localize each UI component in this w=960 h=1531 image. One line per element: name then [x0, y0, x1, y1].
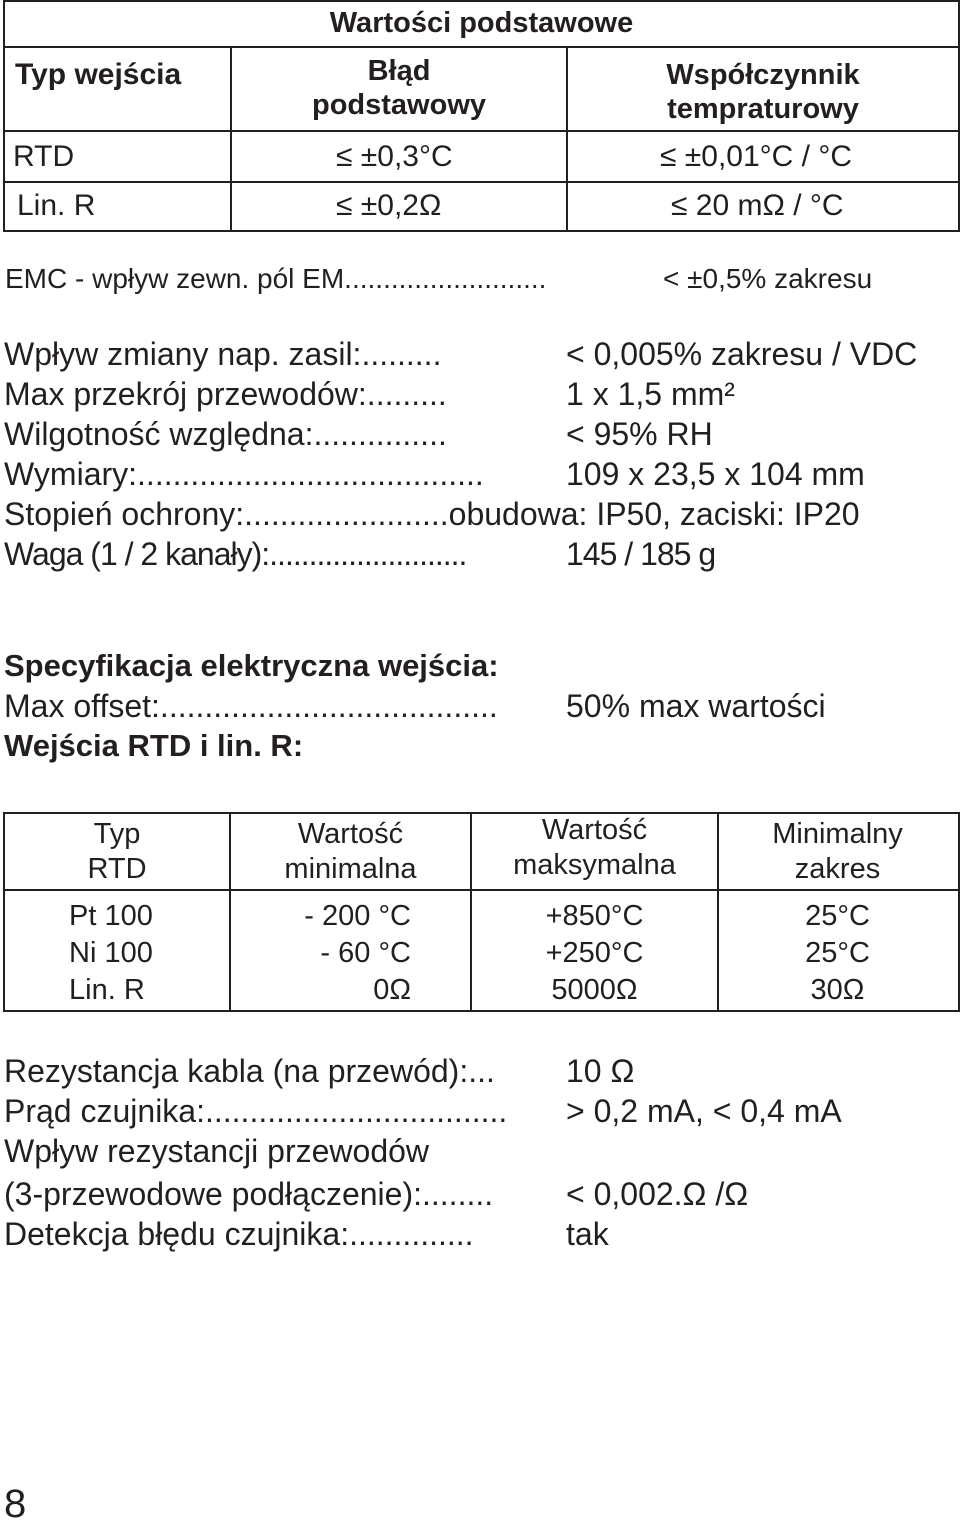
spec-label: Rezystancja kabla (na przewód):...	[4, 1053, 495, 1089]
header-max-value	[472, 813, 717, 883]
table-cell: 5000Ω	[551, 974, 638, 1006]
table-divider	[3, 130, 960, 132]
column-max	[472, 898, 717, 1009]
spec-line	[4, 494, 860, 534]
table-cell: +850°C	[545, 900, 644, 932]
row-rtd-error: ≤ ±0,3°C	[336, 140, 453, 173]
spec-label: Wpływ zmiany nap. zasil:.........	[4, 336, 442, 372]
cable-spec-line	[4, 1091, 842, 1131]
cable-spec-line	[4, 1214, 609, 1254]
header-min-line1: Wartość	[297, 818, 404, 850]
spec-label: Stopień ochrony:.......................obudowa: IP50, zaciski: IP20	[4, 496, 860, 532]
table-cell: 25°C	[805, 900, 870, 932]
row-rtd-type: RTD	[13, 140, 75, 173]
spec-line	[4, 534, 716, 574]
spec-label: Prąd czujnika:..................................	[4, 1093, 508, 1129]
row-linr-type: Lin. R	[17, 189, 96, 222]
table-cell: - 200 °C	[304, 900, 411, 932]
spec-line	[4, 414, 713, 454]
spec-label: Wilgotność względna:...............	[4, 416, 447, 452]
spec-value: tak	[566, 1216, 609, 1252]
max-offset-value: 50% max wartości	[566, 688, 826, 724]
header-type	[5, 817, 229, 887]
table-divider	[3, 181, 960, 183]
spec-line	[4, 334, 918, 374]
spec-label: Wpływ rezystancji przewodów	[4, 1133, 430, 1169]
emc-label: EMC - wpływ zewn. pól EM..........................	[5, 263, 547, 294]
spec-label: Waga (1 / 2 kanały):.........................	[4, 536, 467, 572]
spec-value: < 0,002.Ω /Ω	[566, 1176, 749, 1212]
spec-value: 10 Ω	[566, 1053, 635, 1089]
header-type-line1: Typ	[93, 818, 141, 850]
cable-spec-line	[4, 1051, 635, 1091]
header-base-error-line1: Błąd	[367, 55, 431, 87]
header-temp-coef-line2: tempraturowy	[667, 93, 859, 125]
column-type	[69, 898, 153, 1009]
spec-label: (3-przewodowe podłączenie):........	[4, 1176, 494, 1212]
header-range-line1: Minimalny	[772, 818, 903, 850]
table-cell: Lin. R	[69, 974, 145, 1006]
rtd-range-table	[3, 812, 958, 1010]
column-range	[719, 898, 956, 1009]
header-min-range	[719, 817, 956, 887]
header-max-line1: Wartość	[541, 814, 648, 846]
header-range-line2: zakres	[794, 853, 881, 885]
column-min	[231, 898, 411, 1009]
table-cell: 25°C	[805, 937, 870, 969]
header-min-line2: minimalna	[284, 853, 417, 885]
max-offset-line	[4, 686, 826, 726]
spec-line	[4, 374, 735, 414]
cable-spec-line	[4, 1174, 749, 1214]
spec-value: > 0,2 mA, < 0,4 mA	[566, 1093, 842, 1129]
spec-value: 145 / 185 g	[566, 536, 716, 572]
max-offset-label: Max offset:......................................	[4, 688, 498, 724]
header-min-value	[231, 817, 470, 887]
row-linr-error: ≤ ±0,2Ω	[336, 189, 442, 222]
base-values-table	[3, 0, 958, 230]
header-input-type: Typ wejścia	[15, 58, 182, 91]
rtd-inputs-heading: Wejścia RTD i lin. R:	[4, 728, 304, 763]
row-linr-coef: ≤ 20 mΩ / °C	[671, 189, 844, 222]
spec-value: 109 x 23,5 x 104 mm	[566, 456, 865, 492]
spec-label: Max przekrój przewodów:.........	[4, 376, 447, 412]
header-max-line2: maksymalna	[513, 849, 676, 881]
spec-value: < 95% RH	[566, 416, 713, 452]
page-number: 8	[4, 1482, 27, 1526]
spec-label: Wymiary:.......................................	[4, 456, 484, 492]
header-temp-coef-line1: Współczynnik	[666, 59, 860, 91]
spec-label: Detekcja błędu czujnika:..............	[4, 1216, 474, 1252]
table-cell: - 60 °C	[320, 937, 411, 969]
row-rtd-coef: ≤ ±0,01°C / °C	[660, 140, 852, 173]
table-title: Wartości podstawowe	[329, 7, 634, 39]
cable-spec-line	[4, 1131, 429, 1171]
spec-line	[4, 454, 865, 494]
table-cell: Pt 100	[69, 900, 153, 932]
table-cell: 30Ω	[810, 974, 865, 1006]
header-type-line2: RTD	[87, 853, 147, 885]
table-cell: Ni 100	[69, 937, 153, 969]
spec-value: 1 x 1,5 mm²	[566, 376, 735, 412]
emc-value: < ±0,5% zakresu	[663, 263, 873, 294]
table-cell: +250°C	[545, 937, 644, 969]
spec-value: < 0,005% zakresu / VDC	[566, 336, 918, 372]
emc-line	[5, 262, 873, 296]
electrical-spec-heading: Specyfikacja elektryczna wejścia:	[4, 648, 499, 683]
table-cell: 0Ω	[373, 974, 411, 1006]
header-base-error	[232, 54, 566, 122]
header-base-error-line2: podstawowy	[311, 89, 486, 121]
table-divider	[3, 46, 960, 48]
header-temp-coefficient	[568, 58, 958, 126]
table-divider	[3, 889, 960, 891]
